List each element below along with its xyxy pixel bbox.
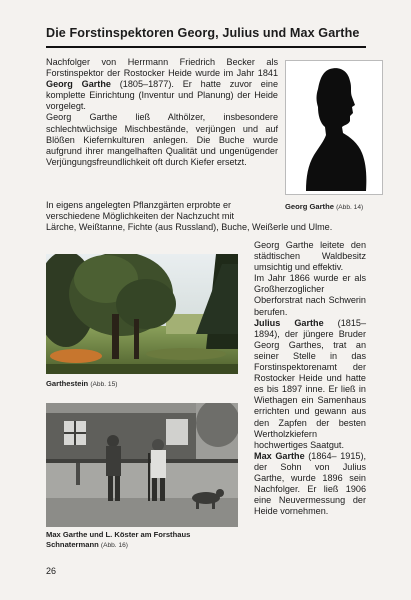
caption-text: Georg Garthe bbox=[285, 202, 334, 211]
paragraph-text: (1815–1894), der jüngere Bruder Georg Garthes, trat an seiner Stelle in das Forstinspektorenamt der Rostocker Heide und hatte es bis 1897 inne. Er ließ in Wiethagen ein Samenhaus errichten und gewann aus den Zapfen der besten Wertholzkiefern hochwertiges Saatgut. bbox=[254, 317, 366, 450]
paragraph-text: Nachfolger von Herrmann Friedrich Becker als Forstinspektor der Rostocker Heide wurde im Jahr 1841 bbox=[46, 57, 278, 79]
right-column-text bbox=[254, 240, 366, 517]
page-title: Die Forstinspektoren Georg, Julius und Max Garthe bbox=[46, 26, 360, 40]
figure-reference: (Abb. 14) bbox=[336, 204, 364, 211]
forest-photo-graphic bbox=[46, 254, 238, 374]
name-max-garthe: Max Garthe bbox=[254, 450, 305, 461]
portrait-caption bbox=[285, 202, 395, 211]
intro-text bbox=[46, 57, 278, 168]
portrait-silhouette-image bbox=[285, 60, 383, 195]
forsthaus-caption bbox=[46, 530, 246, 551]
text-line: In eigens angelegten Pflanzgärten erprobte er bbox=[46, 200, 232, 210]
title-rule bbox=[46, 46, 366, 48]
paragraph-georg-measures: Georg Garthe ließ Althölzer, insbesondere schlechtwüchsige Mischbestände, verjüngen und auf Blößen Kiefernkulturen anlegen. Die Buche wurde aufgrund ihrer mangelhaften Qualität und ungenügender Verjüngungsfreundlichkeit oft durch Kiefer ersetzt. bbox=[46, 112, 278, 167]
caption-text: Max Garthe und L. Köster am Forsthaus bbox=[46, 530, 191, 539]
paragraph-georg-schwerin: Im Jahr 1866 wurde er als Großherzoglicher Oberforstrat nach Schwerin berufen. bbox=[254, 273, 366, 317]
name-georg-garthe: Georg Garthe bbox=[46, 79, 111, 90]
forsthaus-photo bbox=[46, 403, 238, 527]
silhouette-graphic bbox=[286, 61, 382, 194]
caption-text: Schnatermann bbox=[46, 540, 99, 549]
page-number: 26 bbox=[46, 566, 57, 576]
paragraph-julius bbox=[254, 318, 366, 451]
garthestein-caption bbox=[46, 379, 246, 388]
paragraph-text: (1864– 1915), der Sohn von Julius Garthe, wurde 1896 sein Nachfolger. Er ließ 1906 eine Neuvermessung der Heide vornehmen. bbox=[254, 450, 367, 517]
garthestein-photo bbox=[46, 254, 238, 374]
text-line: verschiedene Möglichkeiten der Nachzucht mit bbox=[46, 211, 235, 222]
paragraph-max bbox=[254, 451, 366, 518]
paragraph-georg-intro bbox=[46, 57, 278, 112]
caption-text: Garthestein bbox=[46, 379, 89, 388]
figure-reference: (Abb. 15) bbox=[90, 381, 118, 388]
name-julius-garthe: Julius Garthe bbox=[254, 317, 324, 328]
paragraph-georg-management: Georg Garthe leitete den städtischen Waldbesitz umsichtig und effektiv. bbox=[254, 240, 366, 273]
historic-photo-graphic bbox=[46, 403, 238, 527]
paragraph-text: (1805–1877). Er hatte zuvor eine komplette Einrichtung (Inventur und Planung) der Heide vorgelegt. bbox=[46, 79, 278, 112]
figure-reference: (Abb. 16) bbox=[100, 542, 128, 549]
text-line: Lärche, Weißtanne, Fichte (aus Russland), Buche, Weißerle und Ulme. bbox=[46, 222, 333, 233]
